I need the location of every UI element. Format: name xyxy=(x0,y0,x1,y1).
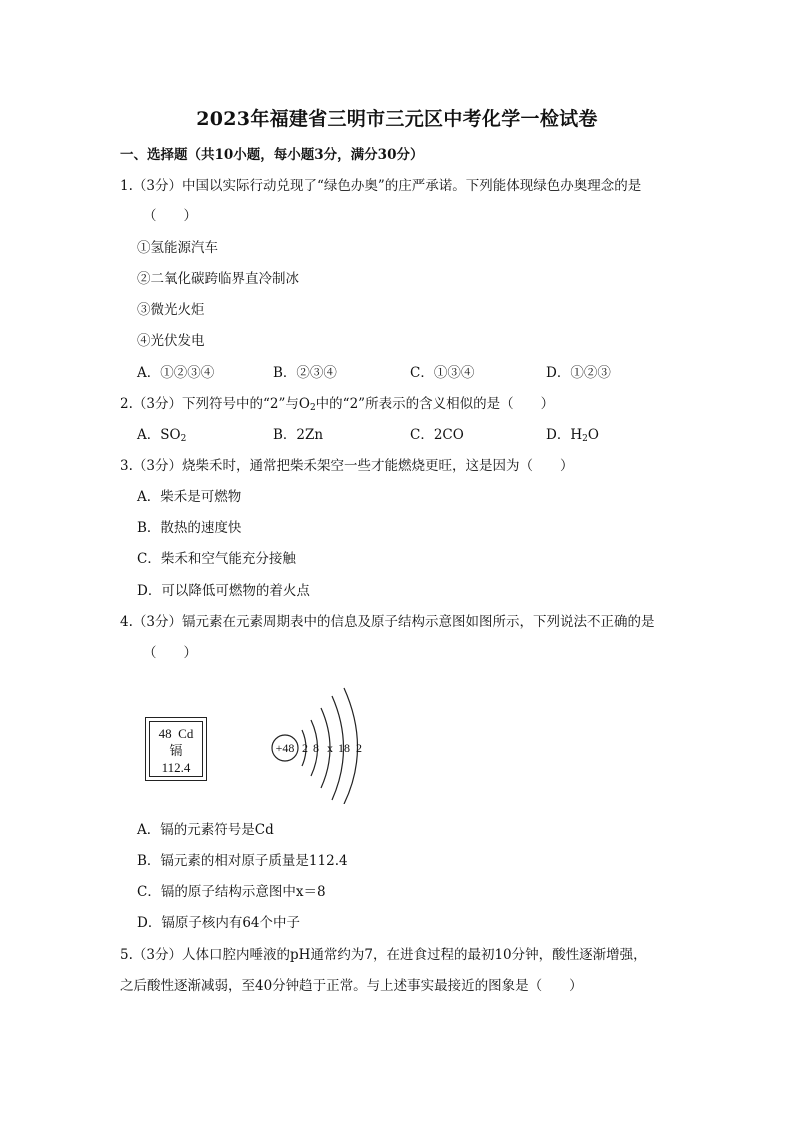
q4-option-b: B．镉元素的相对原子质量是112.4 xyxy=(137,853,348,869)
shell-electron-count: 2 xyxy=(302,741,308,755)
q1-item: ③微光火炬 xyxy=(137,302,205,318)
q4-answer-blank: （ ） xyxy=(143,645,197,661)
atomic-structure-diagram xyxy=(258,678,383,804)
q1-item: ④光伏发电 xyxy=(137,333,205,349)
atomic-number: 48 xyxy=(158,726,172,741)
atomic-mass: 112.4 xyxy=(161,760,191,775)
element-name: 镉 xyxy=(169,743,183,758)
q2-stem-text: 2.（3分）下列符号中的“2”与O xyxy=(120,396,310,412)
q2-stem-text: 中的“2”所表示的含义相似的是（ ） xyxy=(315,396,555,412)
q2-option-d-text: O xyxy=(587,427,599,443)
q5-stem-line1: 5.（3分）人体口腔内唾液的pH通常约为7，在进食过程的最初10分钟，酸性逐渐增强， xyxy=(120,947,647,963)
q1-item: ①氢能源汽车 xyxy=(137,240,218,256)
q2-stem-subscript: 2 xyxy=(309,403,316,413)
q2-option-d-text: D．H xyxy=(546,427,583,443)
q1-stem: 1.（3分）中国以实际行动兑现了“绿色办奥”的庄严承诺。下列能体现绿色办奥理念的是 xyxy=(120,178,642,194)
element-header xyxy=(150,725,202,742)
q3-option-d: D．可以降低可燃物的着火点 xyxy=(137,583,310,599)
shell-electron-count: 2 xyxy=(356,741,362,755)
section-heading: 一、选择题（共10小题，每小题3分，满分30分） xyxy=(120,147,424,163)
shell-electron-count: x xyxy=(327,741,333,755)
shell-electron-count: 8 xyxy=(313,741,319,755)
q2-option-c: C．2CO xyxy=(410,427,464,443)
q1-answer-blank: （ ） xyxy=(143,208,197,224)
q2-option-b: B．2Zn xyxy=(273,427,324,443)
q1-item: ②二氧化碳跨临界直冷制冰 xyxy=(137,271,299,287)
q3-option-c: C．柴禾和空气能充分接触 xyxy=(137,551,296,567)
q3-option-a: A．柴禾是可燃物 xyxy=(137,489,242,505)
q4-option-d: D．镉原子核内有64个中子 xyxy=(137,915,301,931)
q2-option-d-subscript: 2 xyxy=(582,434,588,444)
exam-title: 2023年福建省三明市三元区中考化学一检试卷 xyxy=(196,108,598,130)
q1-option-b: B．②③④ xyxy=(273,365,337,381)
q2-option-a-text: A．SO xyxy=(137,427,181,443)
q1-option-c: C．①③④ xyxy=(410,365,475,381)
nucleus-charge: +48 xyxy=(275,741,295,755)
periodic-table-cell xyxy=(145,717,207,781)
q2-option-d xyxy=(546,425,599,449)
element-symbol: Cd xyxy=(178,726,194,741)
q2-stem xyxy=(120,394,554,418)
q4-option-a: A．镉的元素符号是Cd xyxy=(137,822,274,838)
shell-electron-count: 18 xyxy=(338,741,350,755)
q2-option-a xyxy=(137,425,186,449)
periodic-table-cell-inner xyxy=(149,721,203,777)
q4-option-c: C．镉的原子结构示意图中x＝8 xyxy=(137,884,326,900)
q5-stem-line2: 之后酸性逐渐减弱，至40分钟趋于正常。与上述事实最接近的图象是（ ） xyxy=(120,978,583,994)
q3-stem: 3.（3分）烧柴禾时，通常把柴禾架空一些才能燃烧更旺，这是因为（ ） xyxy=(120,458,574,474)
q4-stem: 4.（3分）镉元素在元素周期表中的信息及原子结构示意图如图所示，下列说法不正确的是 xyxy=(120,614,655,630)
q1-option-d: D．①②③ xyxy=(546,365,611,381)
q2-option-a-subscript: 2 xyxy=(180,434,187,444)
q3-option-b: B．散热的速度快 xyxy=(137,520,242,536)
q1-option-a: A．①②③④ xyxy=(137,365,215,381)
